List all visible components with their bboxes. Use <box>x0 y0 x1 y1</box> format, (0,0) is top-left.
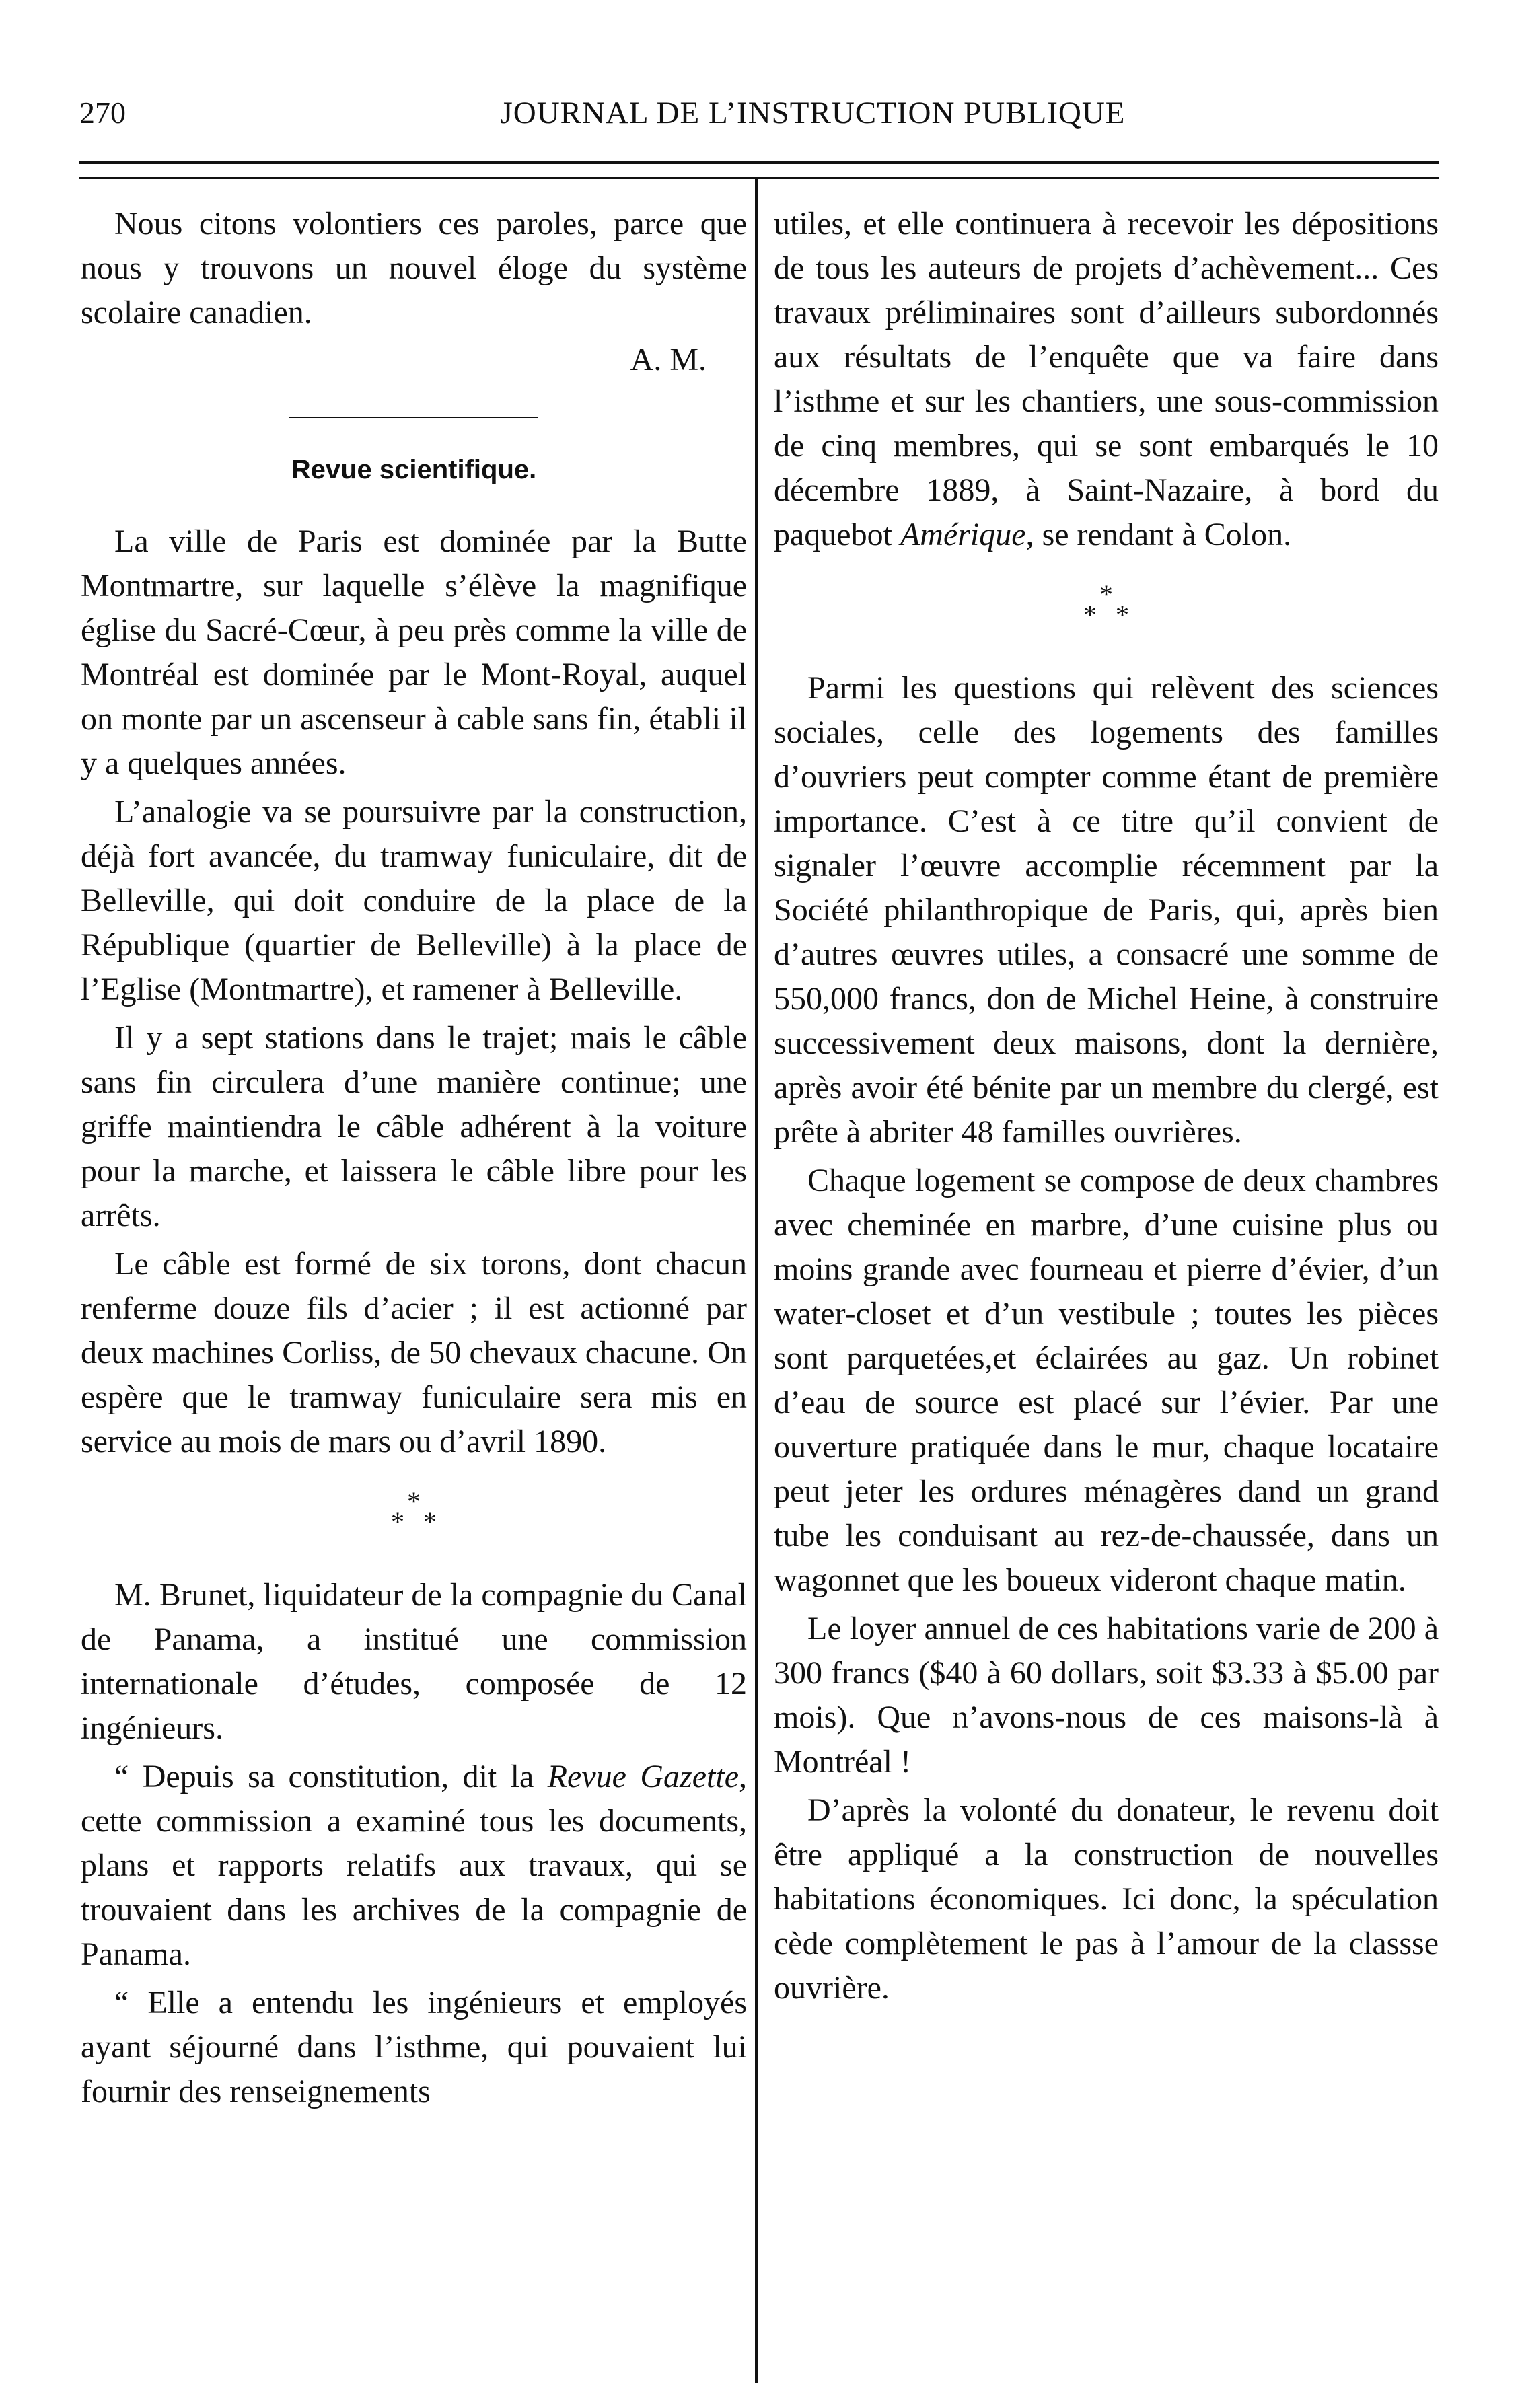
asterism-left <box>81 1484 747 1546</box>
paragraph-quote-constitution <box>81 1755 747 1977</box>
asterism-star: * <box>407 1486 421 1517</box>
running-title: JOURNAL DE L’INSTRUCTION PUBLIQUE <box>500 96 1126 131</box>
right-column <box>774 202 1439 2010</box>
asterism-star: * <box>423 1506 437 1537</box>
asterism-right <box>774 577 1439 639</box>
asterism-star: * <box>1116 599 1129 630</box>
paragraph-donor-will: D’après la volonté du donateur, le revenu doit être appliqué a la construction de nouvelles habitations économiques. Ici donc, la spéculation cède complètement le pas à l’amour de la classse ouvrière. <box>774 1792 1439 2006</box>
left-column <box>81 202 747 2114</box>
paragraph-stations: Il y a sept stations dans le trajet; mais le câble sans fin circulera d’une manière continue; une griffe maintiendra le câble adhérent à la voiture pour la marche, et laissera le câble libre pour les arrêts. <box>81 1020 747 1233</box>
paragraph-dwelling-description: Chaque logement se compose de deux chambres avec cheminée en marbre, d’une cuisine plus ou moins grande avec fourneau et pierre d’évier, d’un water-closet et d’un vestibule ; toutes les pièces sont parquetées,et éclairées au gaz. Un robinet d’eau de source est placé sur l’évier. Par une ouverture pratiquée dans le mur, chaque locataire peut jeter les ordures ménagères dand un grand tube les conduisant au rez-de-chaussée, dans un wagonnet que les boueux videront chaque matin. <box>774 1163 1439 1598</box>
asterism-star: * <box>391 1506 404 1537</box>
column-divider <box>755 179 758 2383</box>
paragraph-panama-commission: M. Brunet, liquidateur de la compagnie du Canal de Panama, a institué une commission internationale d’études, composée de 12 ingénieurs. <box>81 1577 747 1746</box>
paragraph-rent: Le loyer annuel de ces habitations varie de 200 à 300 francs ($40 à 60 dollars, soit $3.33 à $5.00 par mois). Que n’avons-nous de ces maisons-là à Montréal ! <box>774 1611 1439 1780</box>
author-signature: A. M. <box>630 342 707 377</box>
paragraph-tramway-analogy: L’analogie va se poursuivre par la construction, déjà fort avancée, du tramway funiculaire, dit de Belleville, qui doit conduire de la place de la République (quartier de Belleville) à la place de l’Eglise (Montmartre), et ramener à Belleville. <box>81 794 747 1007</box>
paragraph-continuation <box>774 202 1439 557</box>
quote-text: , cette commission a examiné tous les documents, plans et rapports relatifs aux travaux, qui se trouvaient dans les archives de la compagnie de Panama. <box>81 1759 748 1972</box>
asterism-star: * <box>1083 599 1097 630</box>
ship-name: Amérique <box>900 517 1026 552</box>
asterism-star: * <box>1099 579 1113 610</box>
publication-name: Revue Gazette <box>547 1759 739 1794</box>
paragraph-quote-engineers: “ Elle a entendu les ingénieurs et employés ayant séjourné dans l’isthme, qui pouvaient lui fournir des renseignements <box>81 1985 747 2109</box>
paragraph-paris-montmartre: La ville de Paris est dominée par la Butte Montmartre, sur laquelle s’élève la magnifique église du Sacré-Cœur, à peu près comme la ville de Montréal est dominée par le Mont-Royal, auquel on monte par un ascenseur à cable sans fin, établi il y a quelques années. <box>81 523 747 781</box>
section-separator <box>289 417 538 418</box>
section-heading: Revue scientifique. <box>291 455 537 484</box>
paragraph-workers-housing: Parmi les questions qui relèvent des sciences sociales, celle des logements des familles d’ouvriers peut compter comme étant de première importance. C’est à ce titre qu’il convient de signaler l’œuvre accomplie récemment par la Société philanthropique de Paris, qui, après bien d’autres œuvres utiles, a consacré une somme de 550,000 francs, don de Michel Heine, à construire successivement deux maisons, dont la dernière, après avoir été bénite par un membre du clergé, est prête à abriter 48 familles ouvrières. <box>774 670 1439 1150</box>
quote-text: “ Depuis sa constitution, dit la <box>114 1759 548 1794</box>
header-rule-top <box>79 161 1439 164</box>
continuation-text: utiles, et elle continuera à recevoir les dépositions de tous les auteurs de projets d’achèvement... Ces travaux préliminaires sont d’ailleurs subordonnés aux résultats de l’enquête que va faire dans l’isthme et sur les chantiers, une sous-commission de cinq membres, qui se sont embarqués le 10 décembre 1889, à Saint-Nazaire, à bord du paquebot <box>774 206 1439 552</box>
header-rule-bottom <box>79 177 1439 179</box>
page-header <box>79 86 1439 140</box>
continuation-text: , se rendant à Colon. <box>1025 517 1292 552</box>
page-number: 270 <box>79 96 126 130</box>
paragraph-cable: Le câble est formé de six torons, dont chacun renferme douze fils d’acier ; il est actionné par deux machines Corliss, de 50 chevaux chacune. On espère que le tramway funiculaire sera mis en service au mois de mars ou d’avril 1890. <box>81 1246 747 1459</box>
intro-paragraph: Nous citons volontiers ces paroles, parce que nous y trouvons un nouvel éloge du système scolaire canadien. <box>81 206 747 330</box>
